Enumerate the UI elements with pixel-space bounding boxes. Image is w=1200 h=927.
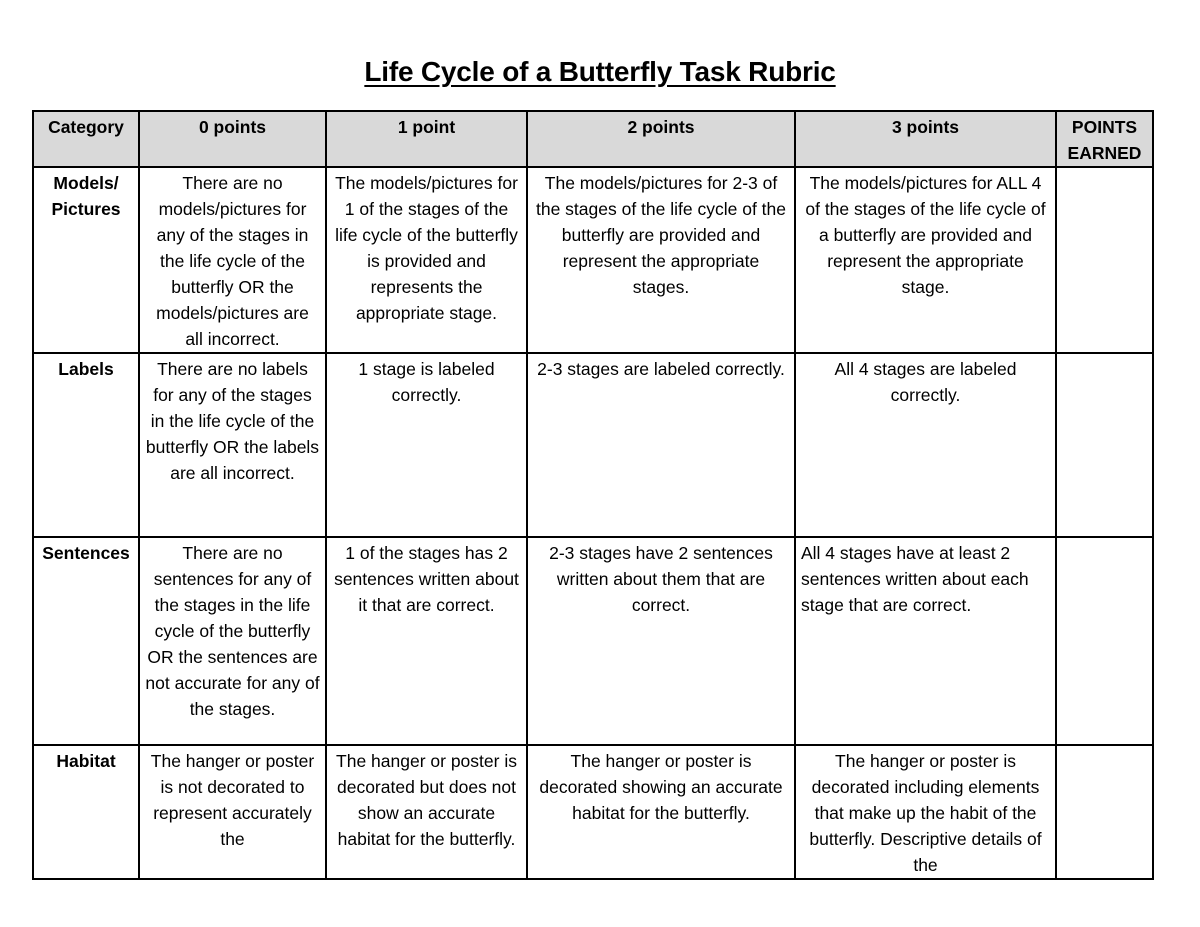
table-row (33, 353, 1153, 537)
table-row (33, 537, 1153, 745)
header-row (33, 111, 1153, 167)
header-3-points: 3 points (795, 111, 1056, 167)
category-cell: Models/ Pictures (33, 167, 139, 353)
category-cell: Labels (33, 353, 139, 537)
criteria-1-point: The models/pictures for 1 of the stages of the life cycle of the butterfly is provided and represents the appropriate stage. (326, 167, 527, 353)
header-0-points: 0 points (139, 111, 326, 167)
criteria-1-point: 1 of the stages has 2 sentences written about it that are correct. (326, 537, 527, 745)
points-earned-cell[interactable] (1056, 353, 1153, 537)
criteria-2-points: The hanger or poster is decorated showing an accurate habitat for the butterfly. (527, 745, 795, 879)
rubric-table (32, 110, 1154, 880)
criteria-3-points: The models/pictures for ALL 4 of the stages of the life cycle of a butterfly are provided and represent the appropriate stage. (795, 167, 1056, 353)
table-row (33, 745, 1153, 879)
category-cell: Habitat (33, 745, 139, 879)
table-row (33, 167, 1153, 353)
criteria-0-points: The hanger or poster is not decorated to represent accurately the (139, 745, 326, 879)
header-category: Category (33, 111, 139, 167)
points-earned-cell[interactable] (1056, 167, 1153, 353)
criteria-2-points: The models/pictures for 2-3 of the stages of the life cycle of the butterfly are provided and represent the appropriate stages. (527, 167, 795, 353)
criteria-1-point: 1 stage is labeled correctly. (326, 353, 527, 537)
header-1-point: 1 point (326, 111, 527, 167)
criteria-0-points: There are no models/pictures for any of the stages in the life cycle of the butterfly OR the models/pictures are all incorrect. (139, 167, 326, 353)
criteria-3-points: All 4 stages are labeled correctly. (795, 353, 1056, 537)
criteria-0-points: There are no sentences for any of the stages in the life cycle of the butterfly OR the sentences are not accurate for any of the stages. (139, 537, 326, 745)
points-earned-cell[interactable] (1056, 745, 1153, 879)
criteria-2-points: 2-3 stages have 2 sentences written about them that are correct. (527, 537, 795, 745)
points-earned-cell[interactable] (1056, 537, 1153, 745)
header-points-earned: POINTS EARNED (1056, 111, 1153, 167)
criteria-0-points: There are no labels for any of the stages in the life cycle of the butterfly OR the labels are all incorrect. (139, 353, 326, 537)
header-2-points: 2 points (527, 111, 795, 167)
criteria-3-points: All 4 stages have at least 2 sentences written about each stage that are correct. (795, 537, 1056, 745)
criteria-3-points: The hanger or poster is decorated including elements that make up the habit of the butterfly. Descriptive details of the (795, 745, 1056, 879)
criteria-1-point: The hanger or poster is decorated but does not show an accurate habitat for the butterfly. (326, 745, 527, 879)
criteria-2-points: 2-3 stages are labeled correctly. (527, 353, 795, 537)
category-cell: Sentences (33, 537, 139, 745)
page-title: Life Cycle of a Butterfly Task Rubric (364, 56, 836, 87)
